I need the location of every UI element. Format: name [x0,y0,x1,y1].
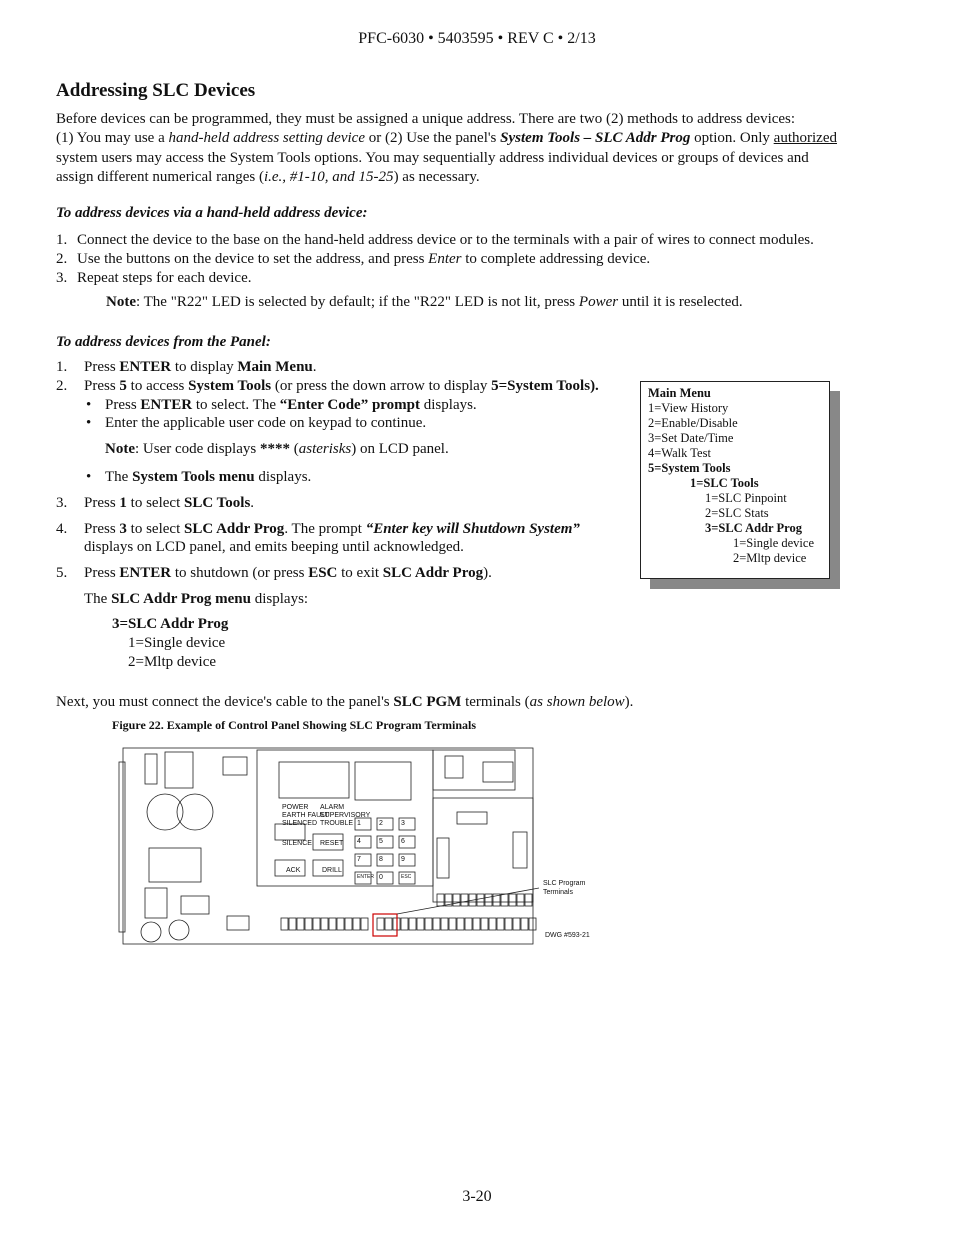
button-label: SILENCE [282,840,312,847]
arrow-keys [355,762,411,800]
intro-line: assign different numerical ranges (i.e., #1-10, and 15-25) as necessary. [56,169,480,186]
terminal [297,918,304,930]
keypad-key-label: 8 [379,856,383,863]
keypad-key-label: 6 [401,838,405,845]
list-item: 1. [56,359,68,375]
list-item: 1. Connect the device to the base on the hand-held address device or to the terminals with a pair of wires to connect modules. [56,232,814,248]
panel-note: Note: User code displays **** (asterisks) on LCD panel. [105,441,449,457]
keypad-key-label: 0 [379,874,383,881]
terminal [313,918,320,930]
chip [513,832,527,868]
capacitor [177,794,213,830]
keypad-key-label: ENTER [357,874,374,880]
section-title: Addressing SLC Devices [56,80,256,101]
intro-line: Before devices can be programmed, they must be assigned a unique address. There are two (2) methods to address devices: [56,111,796,127]
chip [437,838,449,878]
terminal [441,918,448,930]
phone-jack [445,756,463,778]
menu-item: 2=Mltp device [733,551,807,565]
component [483,762,513,782]
list-item: 3. Repeat steps for each device. [56,270,252,286]
menu-item: 3=SLC Addr Prog [705,521,802,535]
menu-item: 4=Walk Test [648,446,711,460]
terminal [477,894,484,906]
intro-line: (1) You may use a hand-held address setting device or (2) Use the panel's System Tools – SLC Addr Prog option. Only authorized [56,130,837,147]
menu-item: 1=SLC Pinpoint [705,491,787,505]
drawing-number: DWG #593-21 [545,932,590,939]
component [145,888,167,918]
terminal [497,918,504,930]
terminal [425,918,432,930]
terminal [281,918,288,930]
page-number: 3-20 [462,1188,492,1205]
button-label: DRILL [322,867,342,874]
button-label: ACK [286,867,301,874]
bullet: • [86,397,92,413]
lcd-display [279,762,349,798]
menu-item: 3=Set Date/Time [648,431,734,445]
list-item: 5. [56,565,68,581]
step-text: Press 5 to access System Tools (or press the down arrow to display 5=System Tools). [84,378,599,394]
keypad-key-label: 5 [379,838,383,845]
intro-paragraph [56,110,886,188]
slc-menu-item: 2=Mltp device [128,654,217,670]
handheld-note: Note: The "R22" LED is selected by default; if the "R22" LED is not lit, press Power until it is reselected. [106,294,743,310]
terminal [337,918,344,930]
capacitor [141,922,161,942]
capacitor [169,920,189,940]
keypad-key-label: 4 [357,838,361,845]
bullet: • [86,415,92,431]
side-rail [119,762,125,932]
heatsink [149,848,201,882]
terminal [433,918,440,930]
terminal [489,918,496,930]
slc-menu-title: 3=SLC Addr Prog [112,616,229,632]
terminal-block [227,916,249,930]
callout-label: SLC Program [543,880,586,887]
button-label: RESET [320,840,344,847]
handheld-heading: To address devices via a hand-held address device: [56,205,368,221]
terminal [461,894,468,906]
menu-title: Main Menu [648,386,711,400]
led-label: SILENCED [282,820,318,827]
list-item: 3. [56,495,68,511]
figure-caption: Figure 22. Example of Control Panel Showing SLC Program Terminals [112,718,477,732]
option-board [433,798,533,902]
list-item: 2. Use the buttons on the device to set the address, and press Enter to complete addressing device. [56,251,651,267]
terminal [509,894,516,906]
terminal [529,918,536,930]
menu-item: 2=Enable/Disable [648,416,738,430]
terminal [353,918,360,930]
terminal [329,918,336,930]
capacitor [147,794,183,830]
menu-item: 5=System Tools [648,461,731,475]
bullet: • [86,469,92,485]
terminal [377,918,384,930]
slc-menu-item: 1=Single device [128,635,226,651]
terminal [457,918,464,930]
terminal [289,918,296,930]
menu-item: 1=View History [648,401,729,415]
keypad-key-label: 3 [401,820,405,827]
terminal [305,918,312,930]
menu-item: 2=SLC Stats [705,506,769,520]
step-text: Press ENTER to display Main Menu. [84,359,317,375]
led-label: ALARM [320,804,345,811]
terminal [481,918,488,930]
component [181,896,209,914]
keypad-key-label: 1 [357,820,361,827]
terminal [521,918,528,930]
terminal [437,894,444,906]
terminal-block [223,757,247,775]
bullet-text: The System Tools menu displays. [105,469,312,485]
led-label: POWER [282,804,309,811]
terminal [485,894,492,906]
terminal [513,918,520,930]
keypad-key-label: 2 [379,820,383,827]
step-text: Press 1 to select SLC Tools. [84,495,255,511]
intro-line: system users may access the System Tools options. You may sequentially address individual devices or groups of devices and [56,149,809,166]
terminal [473,918,480,930]
keypad-key-label: ESC [401,874,412,880]
menu-item: 1=SLC Tools [690,476,759,490]
bullet-text: Enter the applicable user code on keypad to continue. [105,415,427,431]
main-menu-box [640,381,830,579]
document-header: PFC-6030 • 5403595 • REV C • 2/13 [358,30,596,47]
handheld-steps [56,231,916,288]
terminal [525,894,532,906]
next-paragraph: Next, you must connect the device's cable to the panel's SLC PGM terminals (as shown below). [56,694,634,710]
terminal [401,918,408,930]
menu-item: 1=Single device [733,536,814,550]
terminal [409,918,416,930]
step-text: The SLC Addr Prog menu displays: [84,591,309,607]
component [457,812,487,824]
keypad-key-label: 7 [357,856,361,863]
terminal [517,894,524,906]
terminal [321,918,328,930]
list-item: 2. [56,378,68,394]
callout-line [397,888,539,914]
step-text: Press 3 to select SLC Addr Prog. The prompt “Enter key will Shutdown System” [84,521,580,537]
list-item: 4. [56,521,68,537]
step-text: displays on LCD panel, and emits beeping until acknowledged. [84,539,464,555]
terminal [417,918,424,930]
led-label: TROUBLE [320,820,354,827]
terminal [501,894,508,906]
terminal [361,918,368,930]
terminal [449,918,456,930]
step-text: Press ENTER to shutdown (or press ESC to exit SLC Addr Prog). [84,565,492,581]
transformer [165,752,193,788]
led-label: SUPERVISORY [320,812,371,819]
terminal [505,918,512,930]
control-panel-diagram [115,742,595,952]
terminal [345,918,352,930]
component [145,754,157,784]
terminal [465,918,472,930]
panel-heading: To address devices from the Panel: [56,334,271,350]
keypad-key-label: 9 [401,856,405,863]
terminal [453,894,460,906]
led-label: EARTH FAULT [282,812,329,819]
terminal [385,918,392,930]
bullet-text: Press ENTER to select. The “Enter Code” prompt displays. [105,397,477,413]
callout-label: Terminals [543,889,573,896]
